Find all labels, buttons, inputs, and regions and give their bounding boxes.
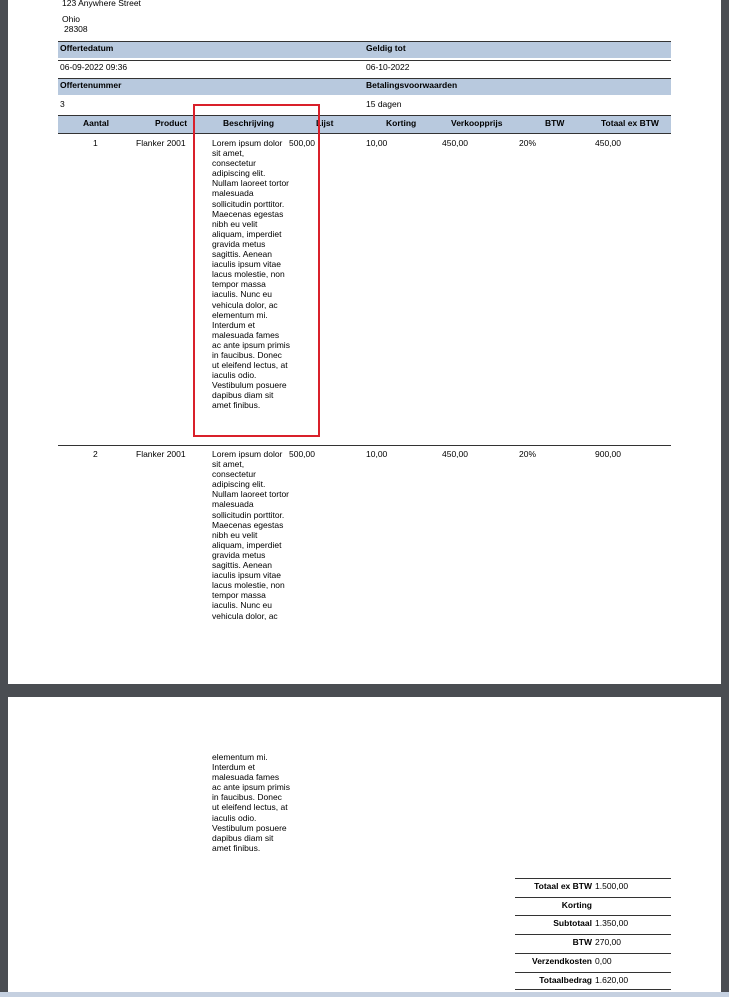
payment-terms-label: Betalingsvoorwaarden bbox=[366, 80, 458, 90]
vat-value: 270,00 bbox=[595, 937, 621, 947]
shipping-label: Verzendkosten bbox=[532, 956, 592, 966]
row-btw: 20% bbox=[519, 449, 537, 459]
row-description: Lorem ipsum dolor sit amet, consectetur adipiscing elit. Nullam laoreet tortor malesuada sollicitudin porttitor. Maecenas egestas nibh eu velit aliquam, imperdiet gravida metus sagittis. Aenean iaculis ipsum vitae lacus molestie, non tempor massa iaculis. Nunc eu vehicula dolor, ac bbox=[212, 449, 290, 621]
row-verkoopprijs: 450,00 bbox=[442, 138, 468, 148]
totals-divider bbox=[515, 915, 671, 916]
row-lijst: 500,00 bbox=[289, 138, 315, 148]
totals-divider bbox=[515, 934, 671, 935]
vat-label: BTW bbox=[572, 937, 592, 947]
document-page-1 bbox=[8, 0, 721, 684]
document-page-2 bbox=[8, 697, 721, 997]
valid-until-label: Geldig tot bbox=[366, 43, 406, 53]
totals-divider bbox=[515, 989, 671, 990]
totals-divider bbox=[515, 878, 671, 879]
col-lijst: Lijst bbox=[316, 118, 334, 128]
col-verkoopprijs: Verkoopprijs bbox=[451, 118, 503, 128]
col-totaal: Totaal ex BTW bbox=[601, 118, 659, 128]
row-korting: 10,00 bbox=[366, 138, 388, 148]
row-divider bbox=[58, 445, 671, 446]
address-street: 123 Anywhere Street bbox=[62, 0, 141, 8]
quote-number-header bbox=[58, 78, 671, 95]
shipping-value: 0,00 bbox=[595, 956, 612, 966]
viewer-bottom-strip bbox=[0, 992, 729, 997]
quote-date-value: 06-09-2022 09:36 bbox=[60, 62, 128, 72]
col-aantal: Aantal bbox=[83, 118, 109, 128]
divider bbox=[58, 60, 671, 61]
total-ex-btw-label: Totaal ex BTW bbox=[534, 881, 592, 891]
col-beschrijving: Beschrijving bbox=[223, 118, 275, 128]
row-product: Flanker 2001 bbox=[136, 449, 186, 459]
grand-total-value: 1.620,00 bbox=[595, 975, 629, 985]
row-aantal: 1 bbox=[93, 138, 98, 148]
row-btw: 20% bbox=[519, 138, 537, 148]
description-highlight-box bbox=[193, 104, 320, 437]
totals-divider bbox=[515, 897, 671, 898]
discount-label: Korting bbox=[561, 900, 592, 910]
table-header bbox=[58, 115, 671, 134]
row-aantal: 2 bbox=[93, 449, 98, 459]
subtotal-value: 1.350,00 bbox=[595, 918, 629, 928]
address-zip: 28308 bbox=[64, 24, 88, 34]
row-korting: 10,00 bbox=[366, 449, 388, 459]
row-totaal: 450,00 bbox=[595, 138, 621, 148]
col-korting: Korting bbox=[386, 118, 417, 128]
quote-number-label: Offertenummer bbox=[60, 80, 122, 90]
col-btw: BTW bbox=[545, 118, 565, 128]
col-product: Product bbox=[155, 118, 188, 128]
row-lijst: 500,00 bbox=[289, 449, 315, 459]
subtotal-label: Subtotaal bbox=[553, 918, 592, 928]
total-ex-btw-value: 1.500,00 bbox=[595, 881, 629, 891]
row-description-continued: elementum mi. Interdum et malesuada fames ac ante ipsum primis in faucibus. Donec ut eleifend lectus, at iaculis odio. Vestibulum posuere dapibus diam sit amet finibus. bbox=[212, 752, 290, 853]
totals-divider bbox=[515, 953, 671, 954]
row-totaal: 900,00 bbox=[595, 449, 621, 459]
totals-divider bbox=[515, 972, 671, 973]
quote-date-label: Offertedatum bbox=[60, 43, 114, 53]
valid-until-value: 06-10-2022 bbox=[366, 62, 410, 72]
quote-number-value: 3 bbox=[60, 99, 65, 109]
grand-total-label: Totaalbedrag bbox=[539, 975, 592, 985]
address-state: Ohio bbox=[62, 14, 80, 24]
payment-terms-value: 15 dagen bbox=[366, 99, 402, 109]
row-verkoopprijs: 450,00 bbox=[442, 449, 468, 459]
quote-date-header bbox=[58, 41, 671, 58]
row-product: Flanker 2001 bbox=[136, 138, 186, 148]
row-description: Lorem ipsum dolor sit amet, consectetur adipiscing elit. Nullam laoreet tortor malesuada sollicitudin porttitor. Maecenas egestas nibh eu velit aliquam, imperdiet gravida metus sagittis. Aenean iaculis ipsum vitae lacus molestie, non tempor massa iaculis. Nunc eu vehicula dolor, ac elementum mi. Interdum et malesuada fames ac ante ipsum primis in faucibus. Donec ut eleifend lectus, at iaculis odio. Vestibulum posuere dapibus diam sit amet finibus. bbox=[212, 138, 290, 411]
